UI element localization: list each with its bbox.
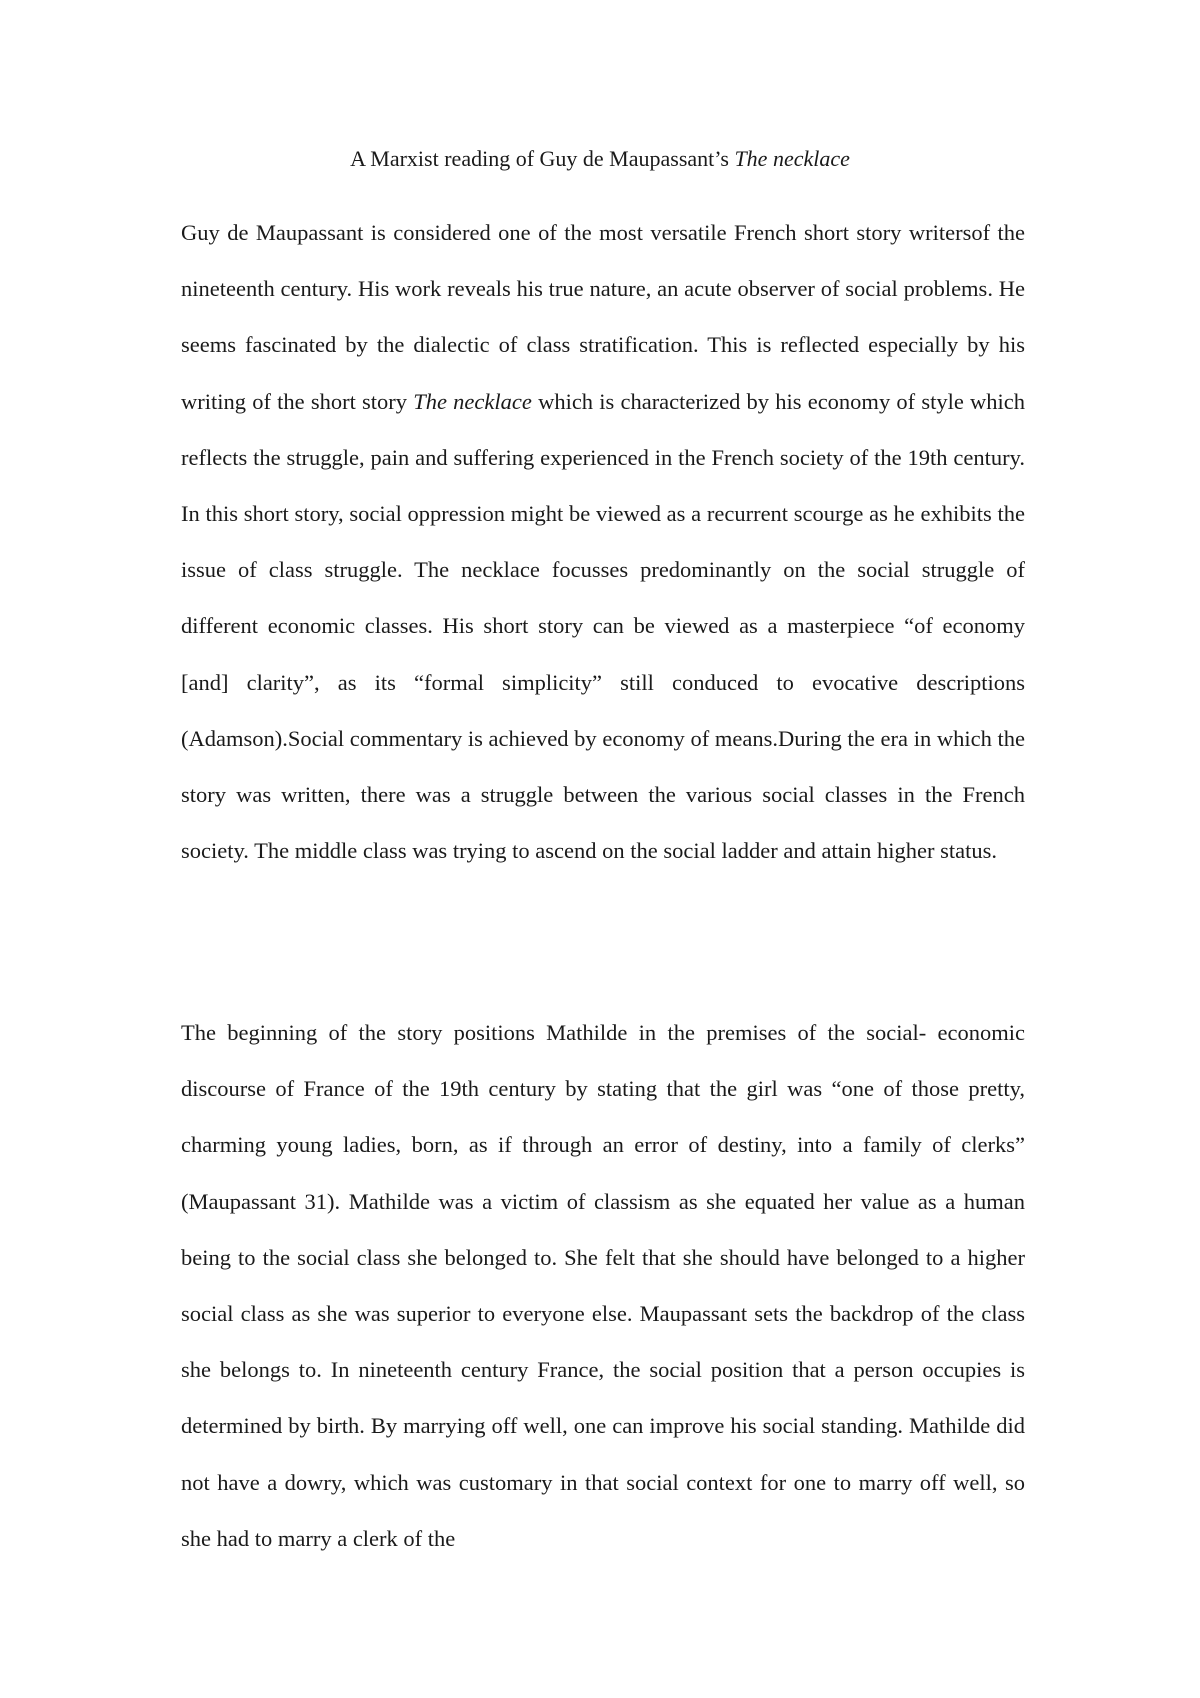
- paragraph-1-italic-work: The necklace: [413, 388, 532, 414]
- paragraph-1-text-b: which is characterized by his economy of style which reflects the struggle, pain and suffering experienced in the French society of the 19th century. In this short story, social oppression might be viewed as a recurrent scourge as he exhibits the issue of class struggle. The necklace focusses predominantly on the social struggle of different economic classes. His short story can be viewed as a masterpiece “of economy [and] clarity”, as its “formal simplicity” still conduced to evocative descriptions (Adamson).Social commentary is achieved by economy of means.During the era in which the story was written, there was a struggle between the various social classes in the French society. The middle class was trying to ascend on the social ladder and attain higher status.: [181, 388, 1026, 864]
- title-italic-work: The necklace: [734, 146, 850, 171]
- paragraph-1-text-a: Guy de Maupassant is considered one of the most versatile French short story writersof the nineteenth century. His work reveals his true nature, an acute observer of social problems. He seems fascinated by the dialectic of class stratification. This is reflected especially by his writing of the short story: [181, 220, 1025, 414]
- paragraph-2: [181, 1005, 1025, 1567]
- document-title: [0, 144, 1200, 174]
- title-text: A Marxist reading of Guy de Maupassant’s: [350, 146, 735, 171]
- paragraph-1: [181, 205, 1025, 879]
- paragraph-2-text: The beginning of the story positions Mathilde in the premises of the social- economic discourse of France of the 19th century by stating that the girl was “one of those pretty, charming young ladies, born, as if through an error of destiny, into a family of clerks” (Maupassant 31). Mathilde was a victim of classism as she equated her value as a human being to the social class she belonged to. She felt that she should have belonged to a higher social class as she was superior to everyone else. Maupassant sets the backdrop of the class she belongs to. In nineteenth century France, the social position that a person occupies is determined by birth. By marrying off well, one can improve his social standing. Mathilde did not have a dowry, which was customary in that social context for one to marry off well, so she had to marry a clerk of the: [181, 1020, 1025, 1551]
